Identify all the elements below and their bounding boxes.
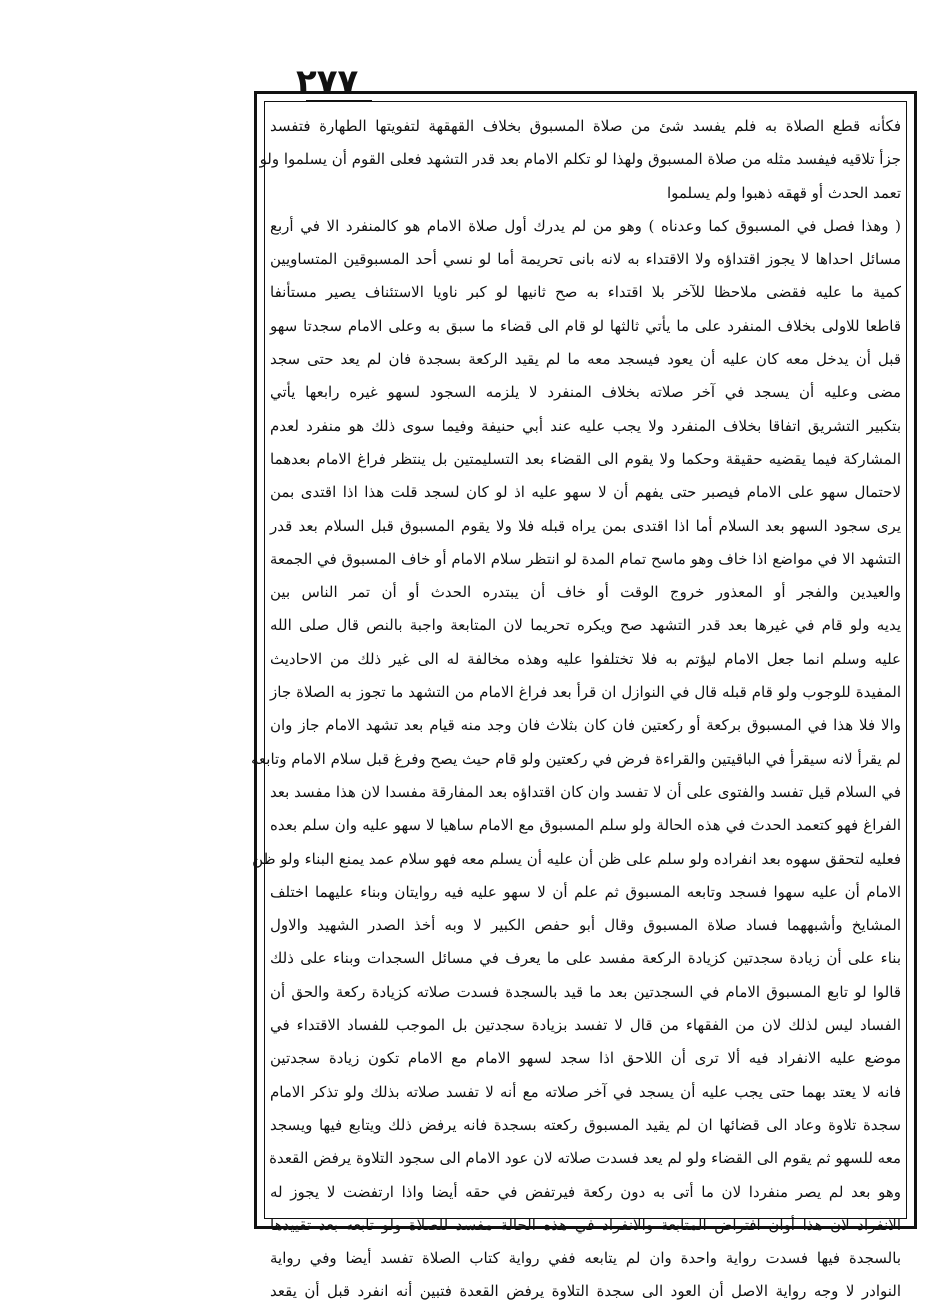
- text-line-29: موضع عليه الانفراد فيه ألا ترى أن اللاحق اذا سجد لسهو الامام مع الامام تكون زيادة سجدتين: [270, 1049, 901, 1068]
- text-line-2: جزأ تلاقيه فيفسد مثله من صلاة المسبوق ولهذا لو تكلم الامام بعد قدر التشهد فعلى القوم أن يسلموا ولو: [259, 150, 901, 169]
- text-line-3: تعمد الحدث أو قهقه ذهبوا ولم يسلموا: [666, 183, 901, 202]
- text-line-5: مسائل احداها لا يجوز اقتداؤه ولا الاقتداء به لانه بانى تحريمة أما لو نسي أحد المسبوقين المتساويين: [270, 250, 901, 269]
- text-line-11: المشاركة فيما يقضيه حقيقة وحكما ولا يقوم الى القضاء بعد التسليمتين بل ينتظر فراغ الامام بعدهما: [270, 449, 901, 468]
- body-text-block: [251, 110, 901, 1301]
- text-line-1: فكأنه قطع الصلاة به فلم يفسد شئ من صلاة المسبوق بخلاف القهقهة لتفويتها الطهارة فتفسد: [270, 117, 901, 135]
- text-line-33: وهو بعد لم يصر منفردا لان ما أتى به دون ركعة فيرتفض في حقه أيضا واذا ارتفضت لا يجوز له: [270, 1182, 901, 1201]
- text-line-25: المشايخ وأشبههما فساد صلاة المسبوق وقال أبو حفص الكبير لا وبه أخذ الصدر الشهيد والاول: [270, 916, 901, 935]
- text-line-36: النوادر لا وجه رواية الاصل أن العود الى سجدة التلاوة يرفض القعدة فتبين أنه انفرد قبل أن يقعد: [270, 1282, 901, 1301]
- text-line-23: فعليه لتحقق سهوه بعد انفراده ولو سلم على ظن أن عليه أن يسلم معه فهو سلام عمد يمنع البناء ولو ظن: [252, 849, 901, 868]
- text-line-20: لم يقرأ لانه سيقرأ في الباقيتين والقراءة فرض في ركعتين ولو قام حيث يصح وفرغ قبل سلام الامام وتابعه: [251, 749, 901, 768]
- text-line-30: فانه لا يعتد بهما حتى يجب عليه أن يسجد في آخر صلاته مع أنه لا تفسد صلاته بذلك ولو تذكر الامام: [270, 1082, 901, 1101]
- text-line-26: بناء على أن زيادة سجدتين كزيادة الركعة مفسد على ما يعرف في مسائل السجدات وبناء على ذلك: [270, 949, 901, 968]
- text-line-15: والعيدين والفجر أو المعذور خروج الوقت أو خاف أن يبتدره الحدث أو أن تمر الناس بين: [270, 583, 901, 602]
- text-line-16: يديه ولو قام في غيرها بعد قدر التشهد صح ويكره تحريما لان المتابعة واجبة بالنص قال صلى الله: [270, 616, 901, 635]
- page-number: ٢٧٧: [296, 62, 359, 102]
- text-line-14: التشهد الا في مواضع اذا خاف وهو ماسح تمام المدة لو انتظر سلام الامام أو خاف المسبوق في الجمعة: [269, 549, 901, 568]
- text-line-10: بتكبير التشريق اتفاقا بخلاف المنفرد ولا يجب عليه عند أبي حنيفة وفيما سوى ذلك هو منفرد لعدم: [270, 416, 901, 435]
- text-line-32: معه للسهو ثم يقوم الى القضاء ولو لم يعد فسدت صلاته لان عود الامام الى سجود التلاوة يرفض القعدة: [269, 1149, 901, 1168]
- text-line-13: يرى سجود السهو بعد السلام أما اذا اقتدى بمن يراه قبله فلا ولا يقوم المسبوق قبل السلام بعد قدر: [270, 516, 901, 535]
- text-line-6: كمية ما عليه فقضى ملاحظا للآخر بلا اقتداء به صح ثانيها لو كبر ناويا الاستئناف يصير مستأنفا: [270, 283, 901, 302]
- text-line-27: قالوا لو تابع المسبوق الامام في السجدتين بعد ما قيد بالسجدة فسدت صلاته كزيادة ركعة والحق أن: [270, 982, 901, 1001]
- text-line-21: في السلام قيل تفسد والفتوى على أن لا تفسد وان كان اقتداؤه بعد المفارقة مفسدا لان هذا مفسد بعد: [270, 782, 901, 801]
- text-line-24: الامام أن عليه سهوا فسجد وتابعه المسبوق ثم علم أن لا سهو عليه فيه روايتان وبناء عليهما اختلف: [270, 882, 901, 901]
- text-line-4: ( وهذا فصل في المسبوق كما وعدناه ) وهو من لم يدرك أول صلاة الامام هو كالمنفرد الا في أربع: [270, 216, 901, 235]
- text-line-7: قاطعا للاولى بخلاف المنفرد على ما يأتي ثالثها لو قام الى قضاء ما سبق به وعلى الامام سجدتا سهو: [270, 316, 901, 335]
- text-line-17: عليه وسلم انما جعل الامام ليؤتم به فلا تختلفوا عليه وهذه مخالفة له الى غير ذلك من الاحاديث: [270, 649, 901, 668]
- text-line-19: والا فلا هذا في المسبوق بركعة أو ركعتين فان كان بثلاث فان وجد منه قيام بعد تشهد الامام جاز وان: [270, 716, 901, 735]
- text-line-18: المفيدة للوجوب ولو قام قبله قال في النوازل ان قرأ بعد فراغ الامام من التشهد ما تجوز به الصلاة جاز: [270, 683, 901, 702]
- text-line-28: الفساد ليس لذلك لان من الفقهاء من قال لا تفسد بزيادة سجدتين بل الموجب للفساد الاقتداء في: [270, 1016, 901, 1035]
- text-line-22: الفراغ فهو كتعمد الحدث في هذه الحالة ولو سلم المسبوق مع الامام ساهيا لا سهو عليه وان سلم بعده: [270, 816, 901, 835]
- text-line-12: لاحتمال سهو على الامام فيصبر حتى يفهم أن لا سهو عليه اذ لو كان لسجد قلت هذا اذا اقتدى بمن: [270, 483, 901, 502]
- text-line-35: بالسجدة فيها فسدت رواية واحدة وان لم يتابعه ففي رواية كتاب الصلاة تفسد أيضا وفي رواية: [270, 1249, 901, 1268]
- text-line-31: سجدة تلاوة وعاد الى قضائها ان لم يقيد المسبوق ركعته بسجدة فانه يرفض ذلك ويتابع فيها ويسجد: [270, 1115, 901, 1134]
- text-line-9: مضى وعليه أن يسجد في آخر صلاته بخلاف المنفرد لا يلزمه السجود لسهو غيره رابعها يأتي: [270, 383, 901, 402]
- text-line-8: قبل أن يدخل معه كان عليه أن يعود فيسجد معه ما لم يقيد الركعة بسجدة فان لم يعد حتى سجد: [270, 350, 901, 369]
- text-line-34: الانفراد لان هذا أوان افتراض المتابعة والانفراد في هذه الحالة مفسد للصلاة ولو تابعه بعد تقييدها: [270, 1215, 901, 1234]
